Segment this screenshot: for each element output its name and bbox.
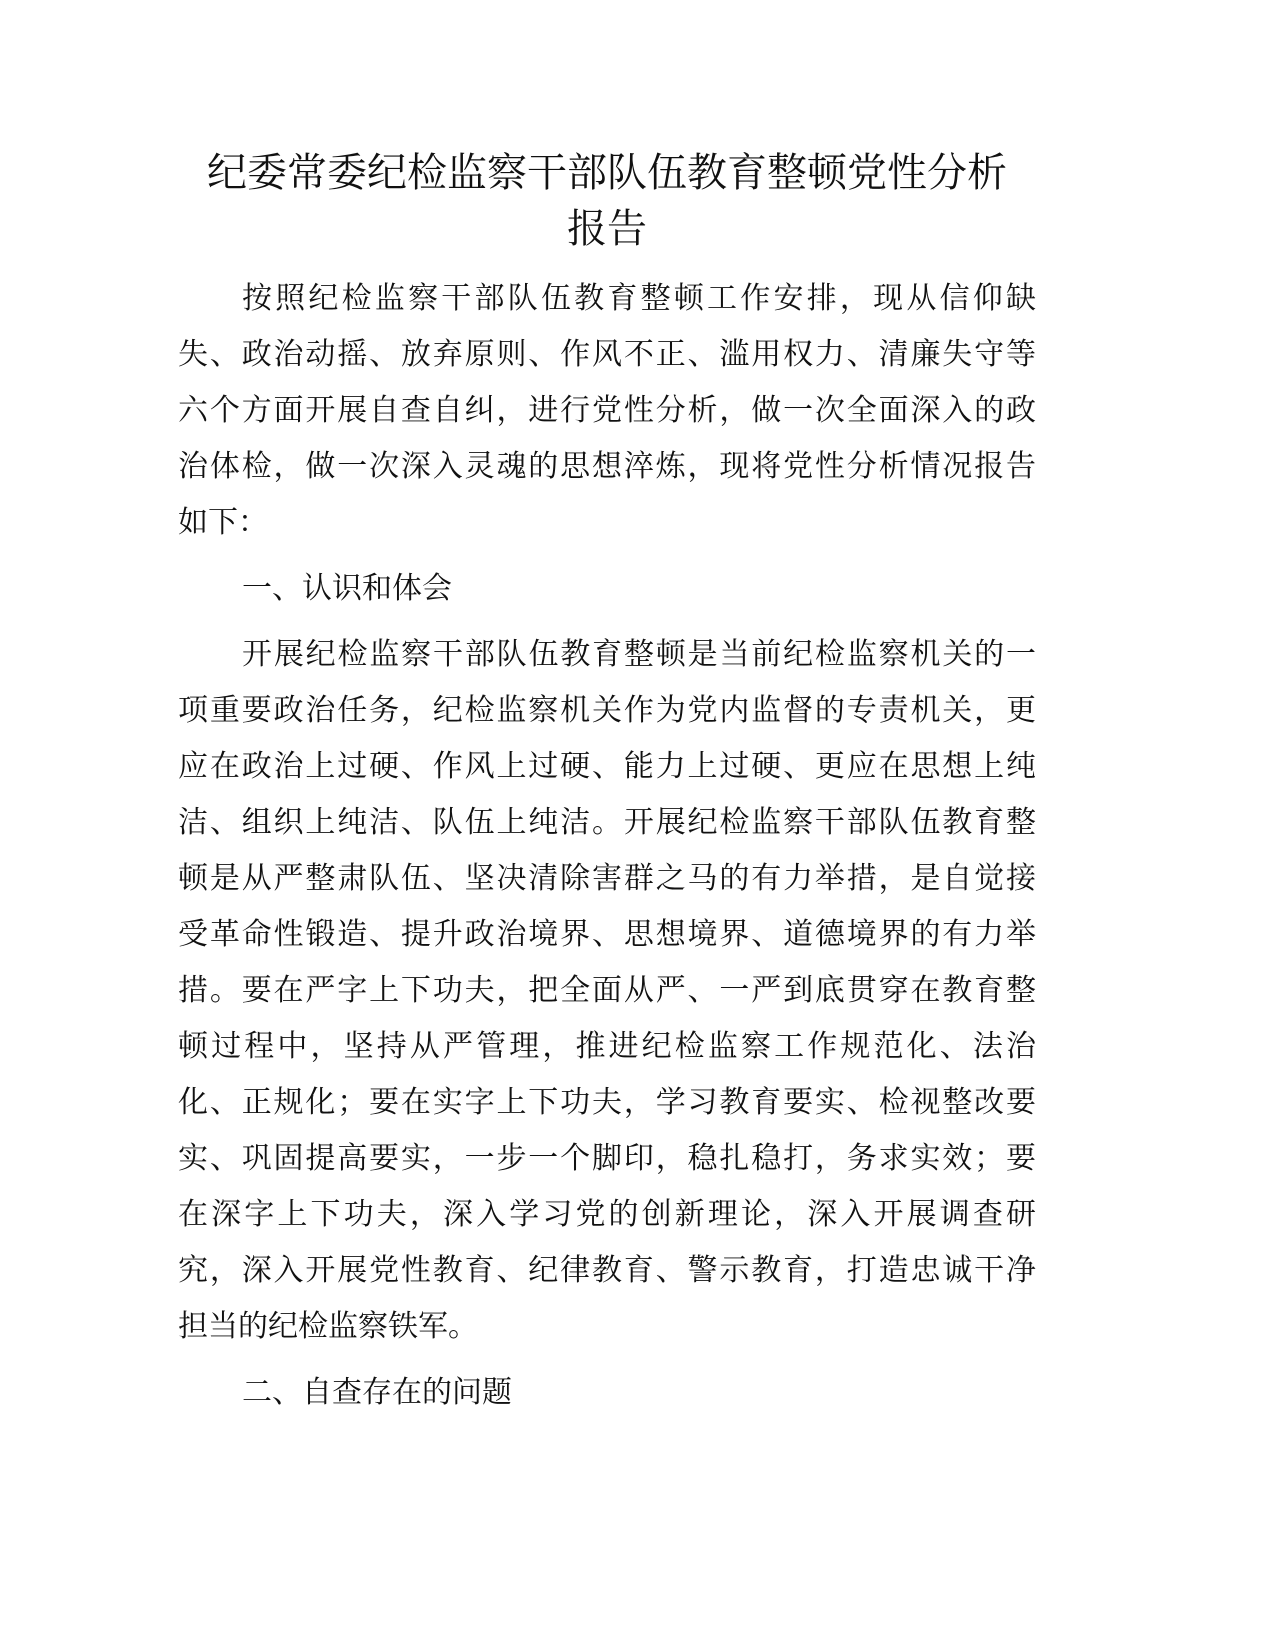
text-line: 一、认识和体会 bbox=[242, 571, 452, 606]
text-line: 应在政治上过硬、作风上过硬、能力上过硬、更应在思想上纯 bbox=[178, 749, 1036, 784]
text-line: 化、正规化；要在实字上下功夫，学习教育要实、检视整改要 bbox=[178, 1085, 1036, 1120]
text-line: 顿过程中，坚持从严管理，推进纪检监察工作规范化、法治 bbox=[178, 1029, 1036, 1064]
text-line: 实、巩固提高要实，一步一个脚印，稳扎稳打，务求实效；要 bbox=[178, 1141, 1036, 1176]
text-line: 开展纪检监察干部队伍教育整顿是当前纪检监察机关的一 bbox=[242, 637, 1036, 672]
document-title bbox=[178, 145, 1036, 257]
text-line: 按照纪检监察干部队伍教育整顿工作安排，现从信仰缺 bbox=[242, 281, 1036, 316]
paragraph bbox=[178, 627, 1036, 1355]
text-line: 洁、组织上纯洁、队伍上纯洁。开展纪检监察干部队伍教育整 bbox=[178, 805, 1036, 840]
text-line: 六个方面开展自查自纠，进行党性分析，做一次全面深入的政 bbox=[178, 393, 1036, 428]
text-line: 受革命性锻造、提升政治境界、思想境界、道德境界的有力举 bbox=[178, 917, 1036, 952]
text-line: 究，深入开展党性教育、纪律教育、警示教育，打造忠诚干净 bbox=[178, 1253, 1036, 1288]
text-line: 项重要政治任务，纪检监察机关作为党内监督的专责机关，更 bbox=[178, 693, 1036, 728]
title-line: 纪委常委纪检监察干部队伍教育整顿党性分析 bbox=[207, 150, 1007, 196]
document-page bbox=[178, 0, 1036, 1421]
text-line: 失、政治动摇、放弃原则、作风不正、滥用权力、清廉失守等 bbox=[178, 337, 1036, 372]
text-line: 担当的纪检监察铁军。 bbox=[178, 1309, 478, 1344]
paragraph bbox=[178, 271, 1036, 551]
section-heading bbox=[178, 1365, 1036, 1421]
text-line: 在深字上下功夫，深入学习党的创新理论，深入开展调查研 bbox=[178, 1197, 1036, 1232]
text-line: 治体检，做一次深入灵魂的思想淬炼，现将党性分析情况报告 bbox=[178, 449, 1036, 484]
title-line: 报告 bbox=[567, 206, 647, 252]
text-line: 措。要在严字上下功夫，把全面从严、一严到底贯穿在教育整 bbox=[178, 973, 1036, 1008]
text-line: 如下： bbox=[178, 505, 268, 540]
text-line: 二、自查存在的问题 bbox=[242, 1375, 512, 1410]
document-body bbox=[178, 271, 1036, 1421]
text-line: 顿是从严整肃队伍、坚决清除害群之马的有力举措，是自觉接 bbox=[178, 861, 1036, 896]
section-heading bbox=[178, 561, 1036, 617]
